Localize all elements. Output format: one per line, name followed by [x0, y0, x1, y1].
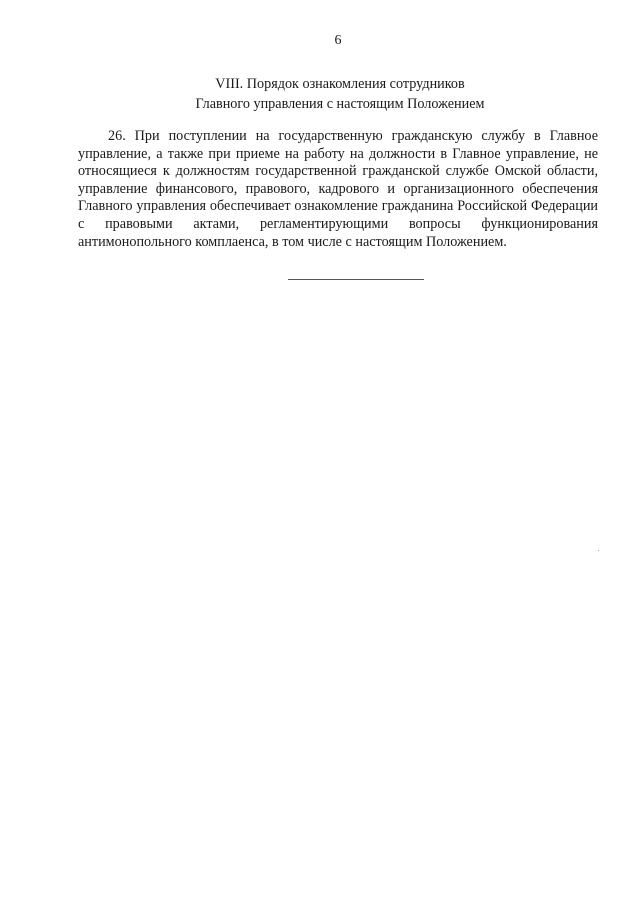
scan-speck [598, 550, 599, 551]
end-of-document-rule [288, 279, 424, 280]
page-number: 6 [334, 33, 342, 48]
section-heading-line-2: Главного управления с настоящим Положением [195, 96, 485, 112]
section-heading [80, 74, 600, 114]
paragraph-26: 26. При поступлении на государственную гражданскую службу в Главное управление, а также при приеме на работу на должности в Главное управление, не относящиеся к должностям государственной гражданской службе Омской области, управление финансового, правового, кадрового и организационного обеспечения Главного управления обеспечивает ознакомление гражданина Российской Федерации с правовыми актами, регламентирующими вопросы функционирования антимонопольного комплаенса, в том числе с настоящим Положением. [78, 128, 598, 250]
section-heading-line-1: VIII. Порядок ознакомления сотрудников [215, 76, 465, 92]
